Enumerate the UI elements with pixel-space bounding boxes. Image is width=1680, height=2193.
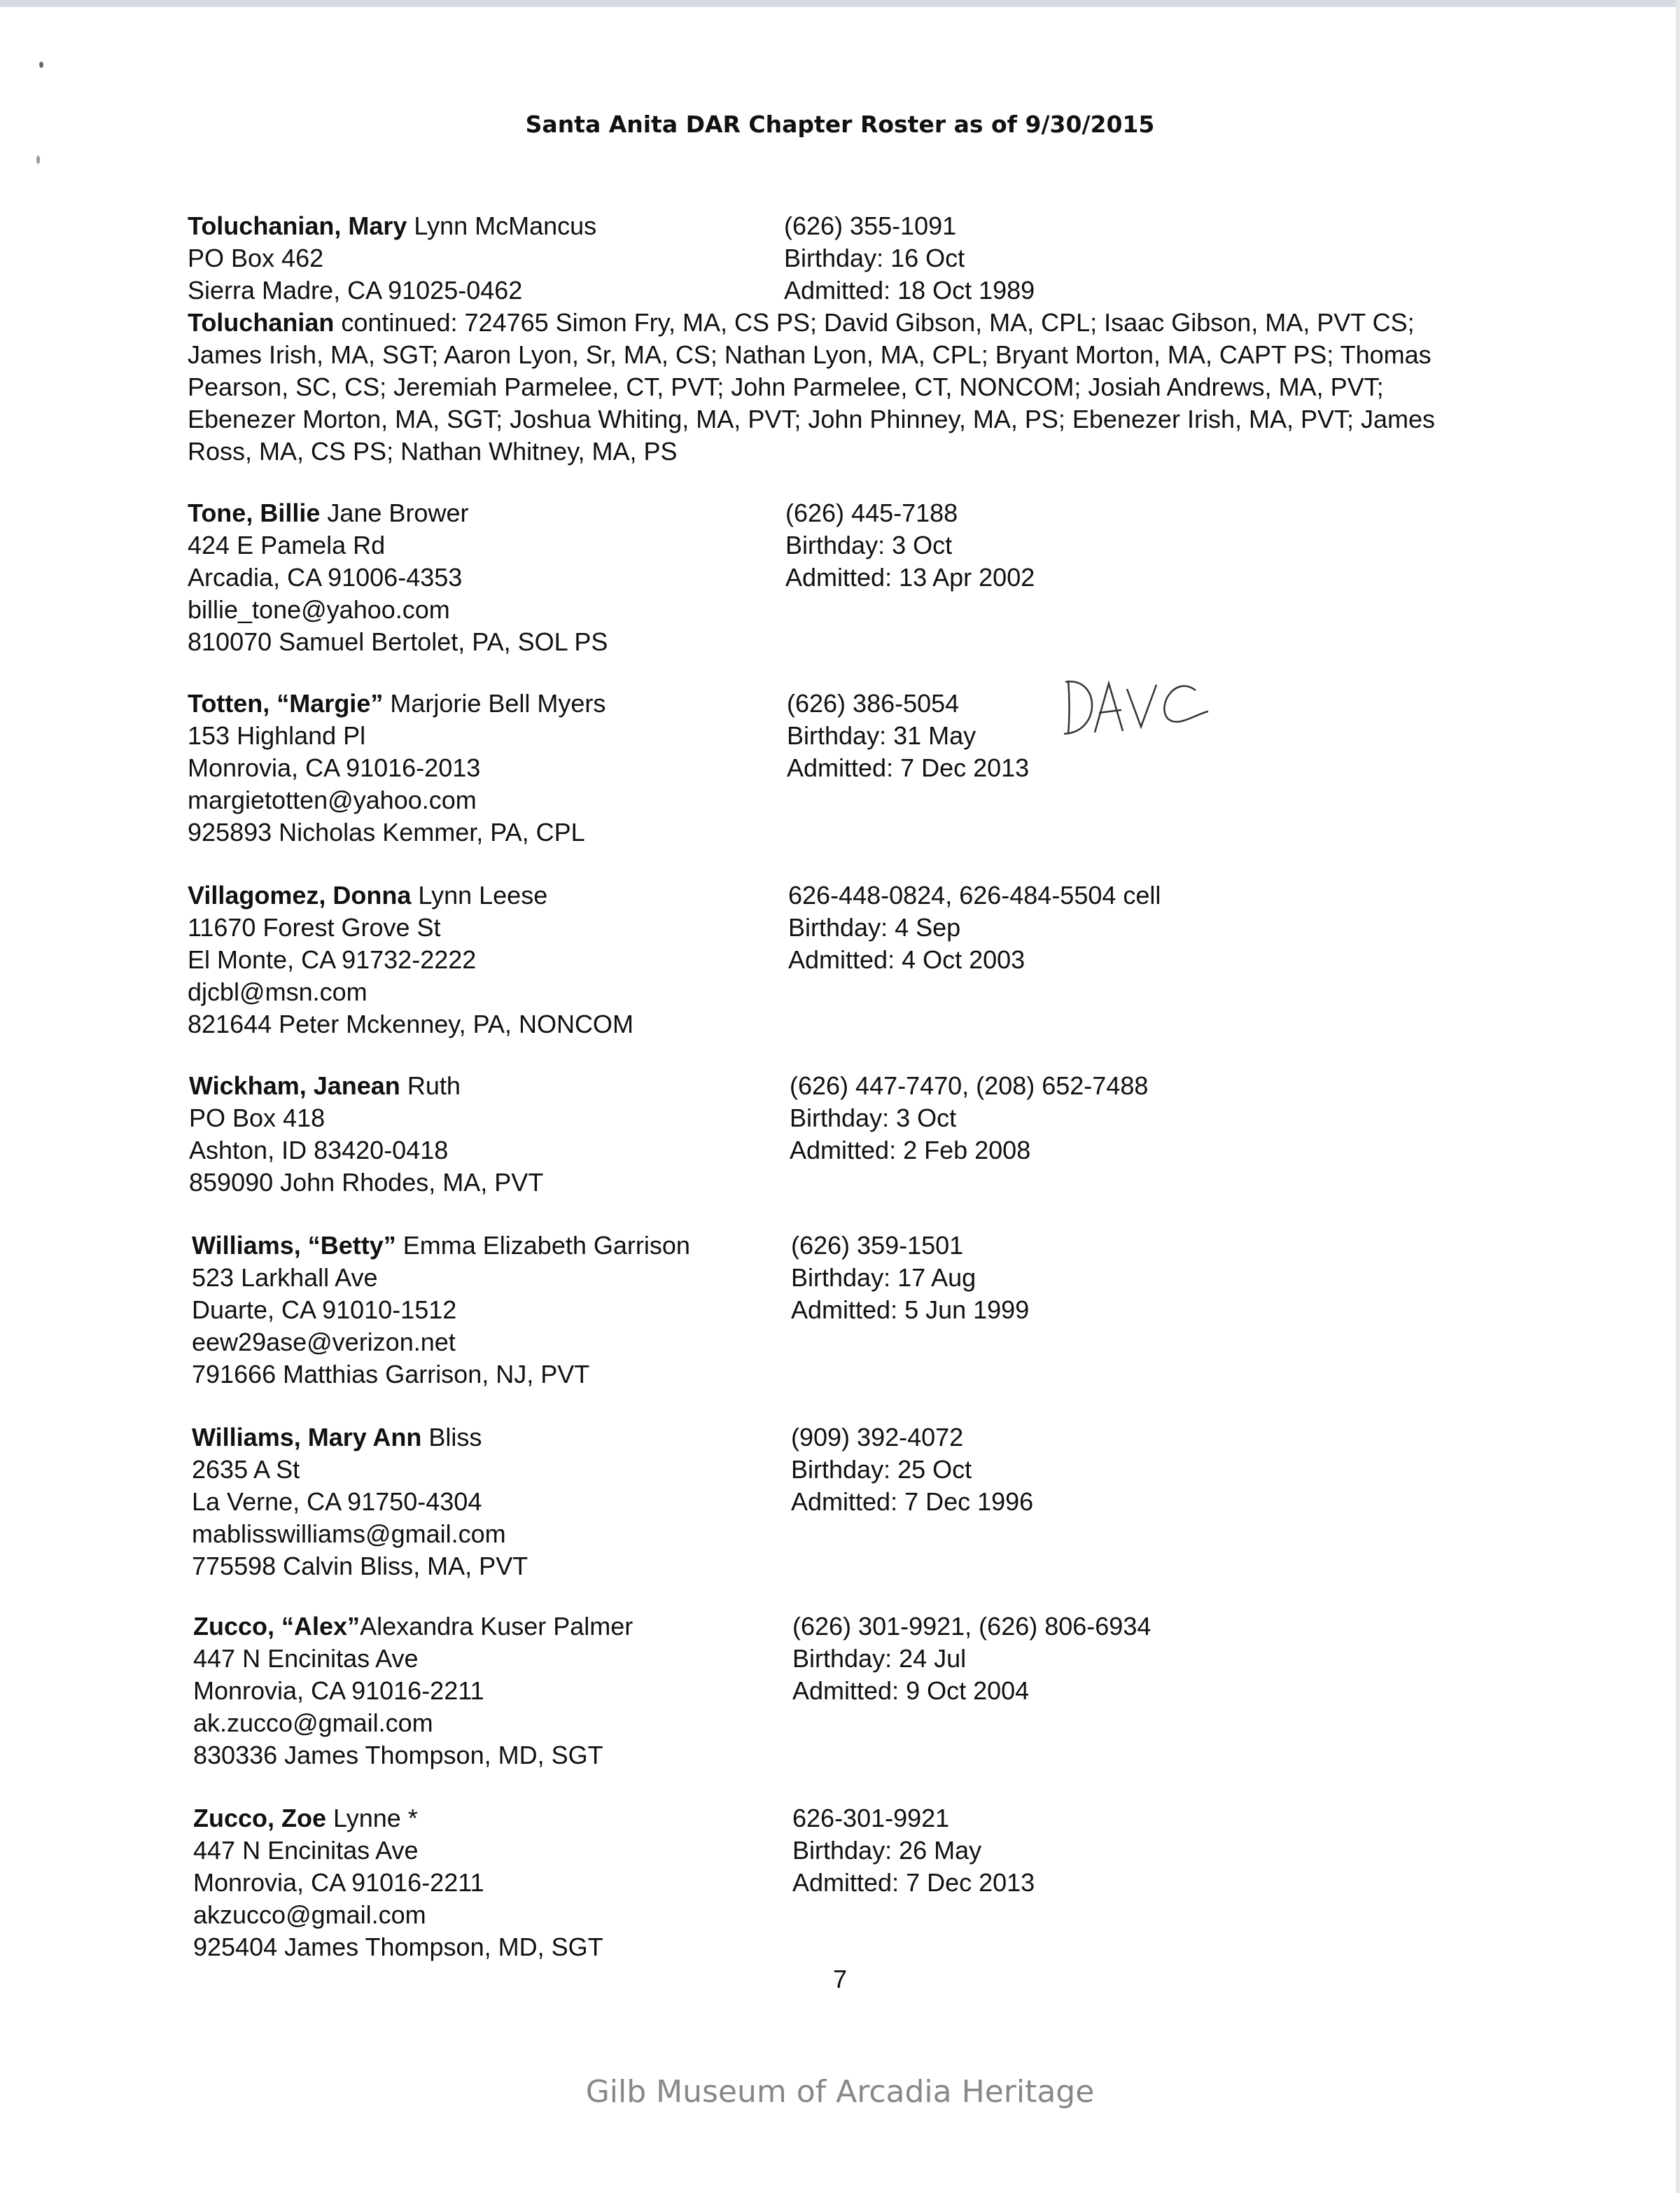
address-line: Monrovia, CA 91016-2211: [193, 1868, 484, 1897]
email: mablisswilliams@gmail.com: [192, 1519, 506, 1548]
address-line: Arcadia, CA 91006-4353: [188, 563, 463, 592]
member-given-names: Lynn Leese: [411, 881, 548, 910]
birthday: Birthday: 3 Oct: [790, 1104, 957, 1132]
member-contact: [785, 497, 1035, 594]
member-given-names: Ruth: [400, 1071, 461, 1100]
member-surname: Tone, Billie: [188, 499, 321, 527]
address-line: El Monte, CA 91732-2222: [188, 945, 477, 974]
birthday: Birthday: 4 Sep: [788, 913, 961, 942]
admitted-date: Admitted: 18 Oct 1989: [784, 276, 1035, 305]
phone: (626) 447-7470, (208) 652-7488: [790, 1071, 1149, 1100]
address-line: PO Box 462: [188, 244, 324, 272]
member-given-names: Marjorie Bell Myers: [383, 689, 606, 718]
birthday: Birthday: 26 May: [792, 1836, 982, 1865]
member-contact: [791, 1230, 1029, 1326]
ancestor: 810070 Samuel Bertolet, PA, SOL PS: [188, 627, 608, 656]
member-info: [192, 1230, 690, 1391]
admitted-date: Admitted: 7 Dec 2013: [792, 1868, 1035, 1897]
scan-speck: [36, 155, 40, 164]
email: akzucco@gmail.com: [193, 1900, 426, 1929]
phone: (909) 392-4072: [791, 1423, 964, 1451]
member-info: [189, 1070, 543, 1199]
member-name: [188, 210, 596, 242]
footer-attribution: Gilb Museum of Arcadia Heritage: [585, 2074, 1095, 2110]
member-given-names: Lynne *: [326, 1804, 418, 1832]
email: billie_tone@yahoo.com: [188, 595, 450, 624]
address-line: 523 Larkhall Ave: [192, 1263, 378, 1292]
page-number: 7: [832, 1965, 848, 1993]
address-line: PO Box 418: [189, 1104, 326, 1132]
address-line: 447 N Encinitas Ave: [193, 1836, 419, 1865]
ancestor: 775598 Calvin Bliss, MA, PVT: [192, 1552, 528, 1580]
admitted-date: Admitted: 9 Oct 2004: [792, 1676, 1030, 1705]
admitted-date: Admitted: 2 Feb 2008: [790, 1136, 1031, 1164]
member-contact: [792, 1610, 1151, 1707]
address-line: 447 N Encinitas Ave: [193, 1644, 419, 1673]
page-title: Santa Anita DAR Chapter Roster as of 9/30/2015: [525, 111, 1155, 138]
admitted-date: Admitted: 4 Oct 2003: [788, 945, 1026, 974]
address-line: Sierra Madre, CA 91025-0462: [188, 276, 523, 305]
admitted-date: Admitted: 13 Apr 2002: [785, 563, 1035, 592]
address-line: 11670 Forest Grove St: [188, 913, 441, 942]
member-surname: Zucco, “Alex”: [193, 1612, 360, 1641]
member-surname: Williams, “Betty”: [192, 1231, 396, 1260]
ancestor: 859090 John Rhodes, MA, PVT: [189, 1168, 544, 1197]
member-contact: [788, 879, 1161, 976]
continued-label: Toluchanian: [188, 308, 335, 337]
address-line: Ashton, ID 83420-0418: [189, 1136, 449, 1164]
member-info: [192, 1421, 528, 1582]
ancestor: 791666 Matthias Garrison, NJ, PVT: [192, 1360, 590, 1388]
continued-text: continued: 724765 Simon Fry, MA, CS PS; David Gibson, MA, CPL; Isaac Gibson, MA, PVT CS; James Irish, MA, SGT; Aaron Lyon, Sr, MA, CS; Nathan Lyon, MA, CPL; Bryant Morton, MA, CAPT PS; Thomas Pearson, SC, CS; Jeremiah Parmelee, CT, PVT; John Parmelee, CT, NONCOM; Josiah Andrews, MA, PVT; Ebenezer Morton, MA, SGT; Joshua Whiting, MA, PVT; John Phinney, MA, PS; Ebenezer Irish, MA, PVT; James Ross, MA, CS PS; Nathan Whitney, MA, PS: [188, 308, 1436, 466]
admitted-date: Admitted: 7 Dec 1996: [791, 1487, 1034, 1516]
ancestor: 925404 James Thompson, MD, SGT: [193, 1933, 603, 1961]
member-surname: Williams, Mary Ann: [192, 1423, 422, 1451]
ancestor: 830336 James Thompson, MD, SGT: [193, 1741, 603, 1769]
address-line: Duarte, CA 91010-1512: [192, 1295, 457, 1324]
member-given-names: Lynn McMancus: [407, 211, 597, 240]
member-info: [188, 497, 608, 658]
email: eew29ase@verizon.net: [192, 1328, 456, 1356]
handwritten-annotation-drawing: [1058, 669, 1212, 746]
member-given-names: Alexandra Kuser Palmer: [360, 1612, 634, 1641]
address-line: Monrovia, CA 91016-2211: [193, 1676, 484, 1705]
member-contact: [787, 688, 1029, 784]
email: ak.zucco@gmail.com: [193, 1708, 433, 1737]
phone: (626) 386-5054: [787, 689, 960, 718]
admitted-date: Admitted: 7 Dec 2013: [787, 753, 1030, 782]
member-contact: [791, 1421, 1033, 1518]
member-info: [188, 210, 596, 307]
member-contact: [792, 1802, 1035, 1899]
address-line: 153 Highland Pl: [188, 721, 366, 750]
member-given-names: Emma Elizabeth Garrison: [396, 1231, 690, 1260]
member-surname: Totten, “Margie”: [188, 689, 384, 718]
birthday: Birthday: 24 Jul: [792, 1644, 967, 1673]
member-name: [188, 879, 634, 912]
scan-edge-top: [0, 0, 1680, 7]
birthday: Birthday: 16 Oct: [784, 244, 965, 272]
birthday: Birthday: 17 Aug: [791, 1263, 976, 1292]
member-info: [188, 879, 634, 1040]
phone: (626) 355-1091: [784, 211, 957, 240]
member-surname: Zucco, Zoe: [193, 1804, 327, 1832]
phone: (626) 301-9921, (626) 806-6934: [792, 1612, 1152, 1641]
phone: 626-448-0824, 626-484-5504 cell: [788, 881, 1161, 910]
address-line: 2635 A St: [192, 1455, 300, 1484]
ancestor-list-continued: [188, 307, 1462, 468]
member-surname: Toluchanian, Mary: [188, 211, 407, 240]
email: margietotten@yahoo.com: [188, 786, 477, 814]
member-name: [193, 1802, 603, 1835]
ancestor: 925893 Nicholas Kemmer, PA, CPL: [188, 818, 585, 847]
phone: (626) 359-1501: [791, 1231, 964, 1260]
phone: 626-301-9921: [792, 1804, 950, 1832]
phone: (626) 445-7188: [785, 499, 958, 527]
scan-speck: [39, 62, 43, 68]
member-given-names: Jane Brower: [320, 499, 469, 527]
birthday: Birthday: 25 Oct: [791, 1455, 972, 1484]
member-name: [192, 1421, 528, 1454]
member-name: [189, 1070, 543, 1102]
member-name: [192, 1230, 690, 1262]
ancestor: 821644 Peter Mckenney, PA, NONCOM: [188, 1010, 634, 1038]
birthday: Birthday: 31 May: [787, 721, 976, 750]
member-info: [188, 688, 606, 849]
member-info: [193, 1802, 603, 1963]
scan-edge-right: [1676, 0, 1680, 2193]
member-name: [193, 1610, 633, 1643]
member-surname: Villagomez, Donna: [188, 881, 412, 910]
address-line: La Verne, CA 91750-4304: [192, 1487, 482, 1516]
birthday: Birthday: 3 Oct: [785, 531, 953, 559]
member-given-names: Bliss: [421, 1423, 482, 1451]
member-name: [188, 497, 608, 529]
member-info: [193, 1610, 633, 1771]
member-surname: Wickham, Janean: [189, 1071, 400, 1100]
handwritten-annotation: [1058, 669, 1212, 746]
address-line: Monrovia, CA 91016-2013: [188, 753, 481, 782]
member-name: [188, 688, 606, 720]
member-contact: [784, 210, 1035, 307]
admitted-date: Admitted: 5 Jun 1999: [791, 1295, 1030, 1324]
address-line: 424 E Pamela Rd: [188, 531, 386, 559]
email: djcbl@msn.com: [188, 977, 368, 1006]
member-contact: [790, 1070, 1148, 1167]
